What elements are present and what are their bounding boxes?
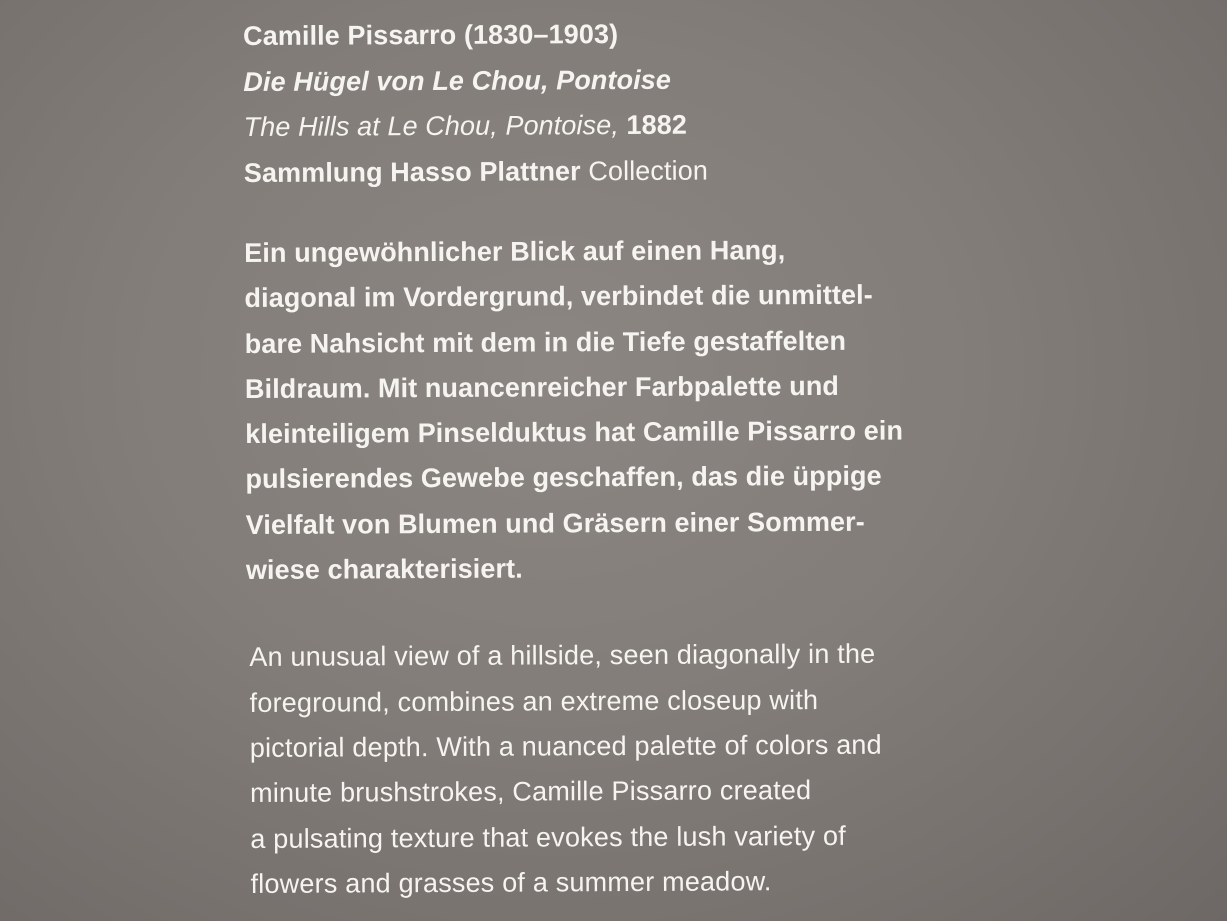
label-header bbox=[243, 9, 1144, 196]
english-description-line: An unusual view of a hillside, seen diagonally in the bbox=[249, 639, 876, 673]
english-description bbox=[249, 631, 1147, 907]
collection-line bbox=[244, 146, 1144, 196]
english-description-line: minute brushstrokes, Camille Pissarro created bbox=[250, 775, 812, 809]
english-description-line: flowers and grasses of a summer meadow. bbox=[250, 866, 772, 899]
artist-name: Camille Pissarro (1830–1903) bbox=[243, 19, 619, 51]
german-description-line: wiese charakterisiert. bbox=[245, 553, 523, 586]
german-description-line: pulsierendes Gewebe geschaffen, das die üppige bbox=[245, 461, 882, 495]
artwork-title-german: Die Hügel von Le Chou, Pontoise bbox=[243, 64, 672, 97]
collection-suffix: Collection bbox=[588, 155, 708, 186]
german-description bbox=[244, 226, 1146, 593]
german-description-line: Bildraum. Mit nuancenreicher Farbpalette und bbox=[244, 370, 840, 404]
german-description-line: Vielfalt von Blumen und Gräsern einer Sommer- bbox=[245, 506, 865, 540]
german-description-line: Ein ungewöhnlicher Blick auf einen Hang, bbox=[244, 235, 786, 268]
collection-name: Sammlung Hasso Plattner bbox=[243, 155, 581, 188]
german-description-line: diagonal im Vordergrund, verbindet die unmittel- bbox=[244, 280, 873, 314]
artwork-title-english: The Hills at Le Chou, Pontoise, bbox=[243, 110, 619, 142]
museum-wall-label bbox=[243, 9, 1148, 907]
english-description-line: a pulsating texture that evokes the lush variety of bbox=[250, 820, 846, 854]
artwork-year: 1882 bbox=[626, 109, 688, 140]
artwork-title-english-line bbox=[243, 100, 1143, 150]
german-description-line: kleinteiligem Pinselduktus hat Camille Pissarro ein bbox=[245, 415, 904, 450]
german-description-line: bare Nahsicht mit dem in die Tiefe gestaffelten bbox=[244, 325, 847, 359]
english-description-line: foreground, combines an extreme closeup with bbox=[249, 684, 819, 718]
english-description-line: pictorial depth. With a nuanced palette of colors and bbox=[249, 729, 882, 763]
